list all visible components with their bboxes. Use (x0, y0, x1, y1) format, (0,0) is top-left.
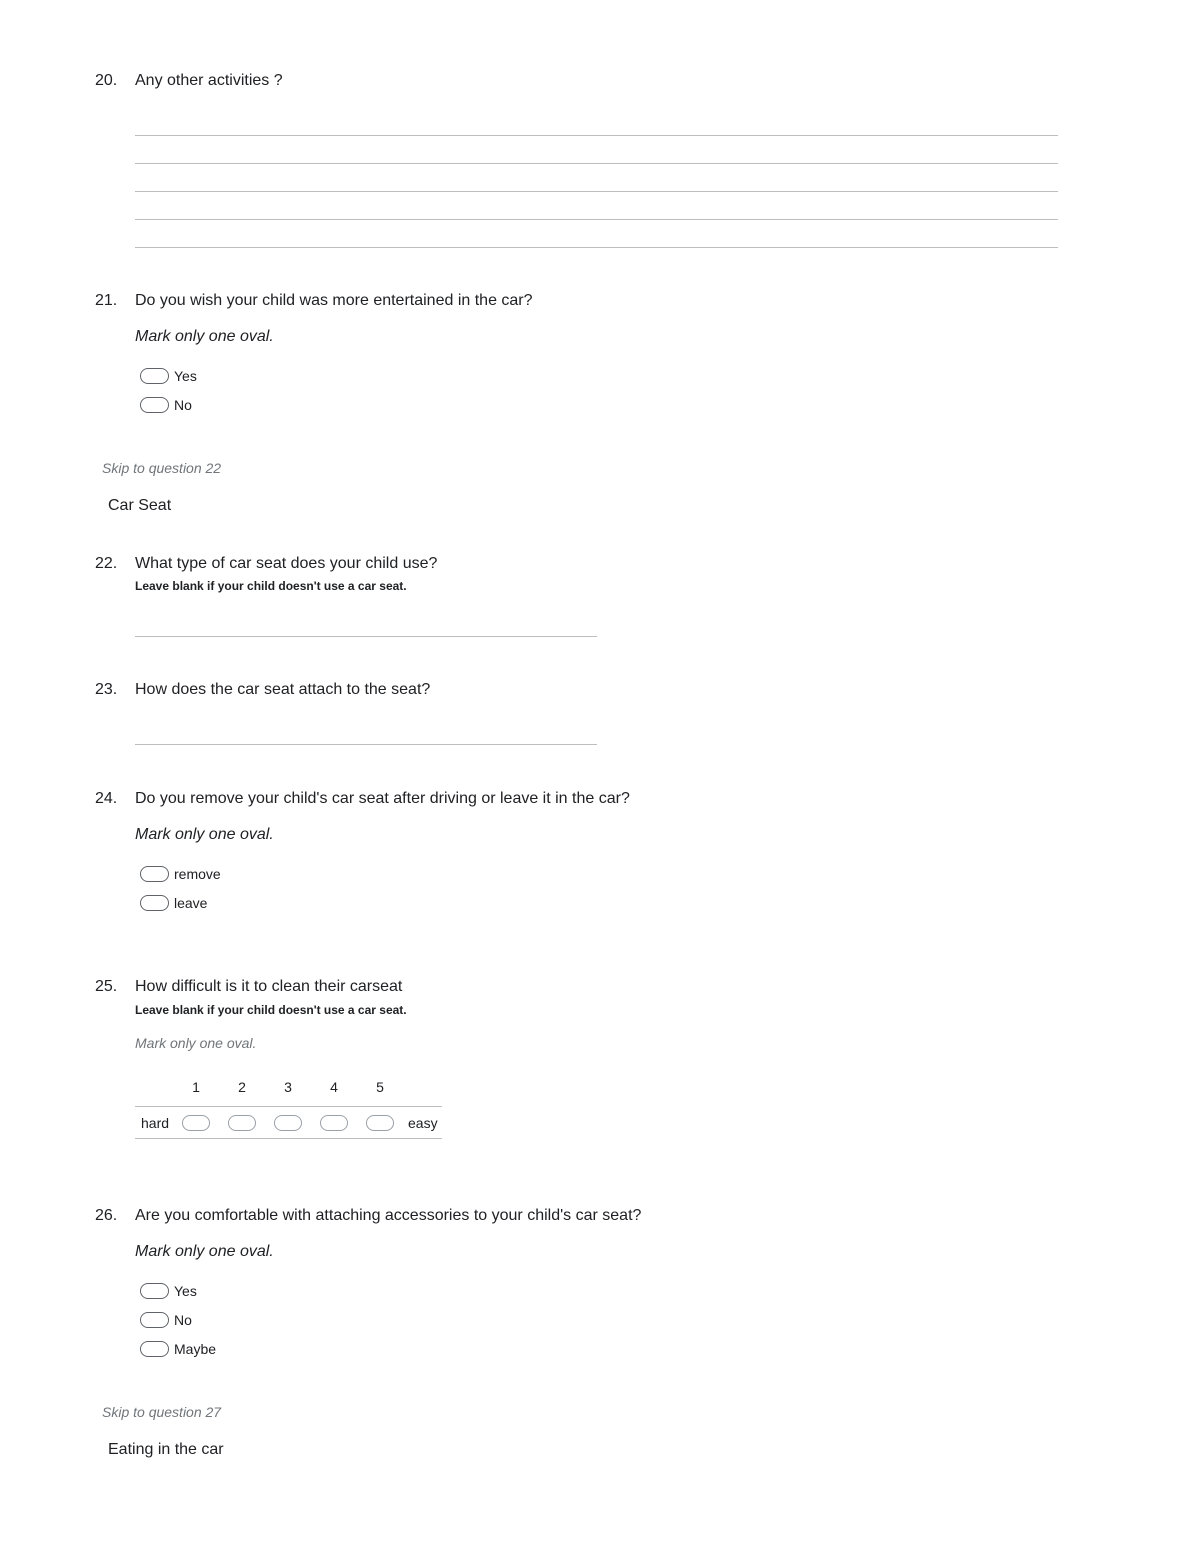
answer-line (135, 247, 1058, 248)
instruction-text: Mark only one oval. (135, 826, 274, 843)
oval-icon[interactable] (140, 1341, 169, 1357)
oval-icon[interactable] (140, 895, 169, 911)
helper-text: Leave blank if your child doesn't use a car seat. (135, 1003, 407, 1017)
radio-option-yes[interactable] (140, 366, 197, 386)
section-title: Eating in the car (108, 1441, 224, 1458)
question-number: 20. (95, 72, 118, 89)
oval-icon[interactable] (140, 368, 169, 384)
scale-oval-4[interactable] (320, 1115, 348, 1131)
radio-option-no[interactable] (140, 395, 197, 415)
scale-label-1: 1 (192, 1079, 200, 1095)
scale-oval-5[interactable] (366, 1115, 394, 1131)
oval-icon[interactable] (140, 866, 169, 882)
answer-line (135, 163, 1058, 164)
radio-option-no[interactable] (140, 1310, 216, 1330)
question-number: 24. (95, 790, 118, 807)
radio-group (140, 366, 197, 415)
instruction-text: Mark only one oval. (135, 1035, 257, 1051)
scale-high-label: easy (408, 1115, 438, 1131)
option-label: No (174, 397, 192, 413)
oval-icon[interactable] (140, 397, 169, 413)
question-title: How difficult is it to clean their carseat (135, 978, 403, 995)
radio-option-remove[interactable] (140, 864, 221, 884)
option-label: leave (174, 895, 208, 911)
answer-line (135, 135, 1058, 136)
scale-oval-3[interactable] (274, 1115, 302, 1131)
option-label: Yes (174, 368, 197, 384)
scale-label-3: 3 (284, 1079, 292, 1095)
radio-option-maybe[interactable] (140, 1339, 216, 1359)
question-title: What type of car seat does your child use? (135, 555, 438, 572)
radio-option-leave[interactable] (140, 893, 221, 913)
option-label: Yes (174, 1283, 197, 1299)
skip-note: Skip to question 22 (102, 460, 222, 476)
question-title: Any other activities ? (135, 72, 283, 89)
answer-line (135, 219, 1058, 220)
option-label: No (174, 1312, 192, 1328)
radio-group (140, 864, 221, 913)
linear-scale (135, 1075, 442, 1139)
oval-icon[interactable] (140, 1312, 169, 1328)
scale-label-2: 2 (238, 1079, 246, 1095)
instruction-text: Mark only one oval. (135, 328, 274, 345)
scale-label-4: 4 (330, 1079, 338, 1095)
question-number: 21. (95, 292, 118, 309)
question-number: 25. (95, 978, 118, 995)
short-answer-field[interactable] (135, 636, 597, 637)
option-label: remove (174, 866, 221, 882)
short-answer-field[interactable] (135, 744, 597, 745)
radio-option-yes[interactable] (140, 1281, 216, 1301)
scale-oval-1[interactable] (182, 1115, 210, 1131)
long-answer-field[interactable] (135, 110, 1058, 250)
helper-text: Leave blank if your child doesn't use a car seat. (135, 579, 407, 593)
scale-low-label: hard (141, 1115, 170, 1131)
answer-line (135, 191, 1058, 192)
scale-oval-2[interactable] (228, 1115, 256, 1131)
oval-icon[interactable] (140, 1283, 169, 1299)
skip-note: Skip to question 27 (102, 1404, 222, 1420)
question-number: 22. (95, 555, 118, 572)
scale-label-5: 5 (376, 1079, 384, 1095)
scale-top-border (135, 1106, 442, 1107)
scale-bottom-border (135, 1138, 442, 1139)
radio-group (140, 1281, 216, 1359)
question-title: Do you remove your child's car seat after driving or leave it in the car? (135, 790, 630, 807)
question-number: 23. (95, 681, 118, 698)
question-title: Are you comfortable with attaching accessories to your child's car seat? (135, 1207, 642, 1224)
question-title: Do you wish your child was more entertained in the car? (135, 292, 533, 309)
instruction-text: Mark only one oval. (135, 1243, 274, 1260)
question-number: 26. (95, 1207, 118, 1224)
option-label: Maybe (174, 1341, 217, 1357)
section-title: Car Seat (108, 497, 172, 514)
question-title: How does the car seat attach to the seat? (135, 681, 431, 698)
